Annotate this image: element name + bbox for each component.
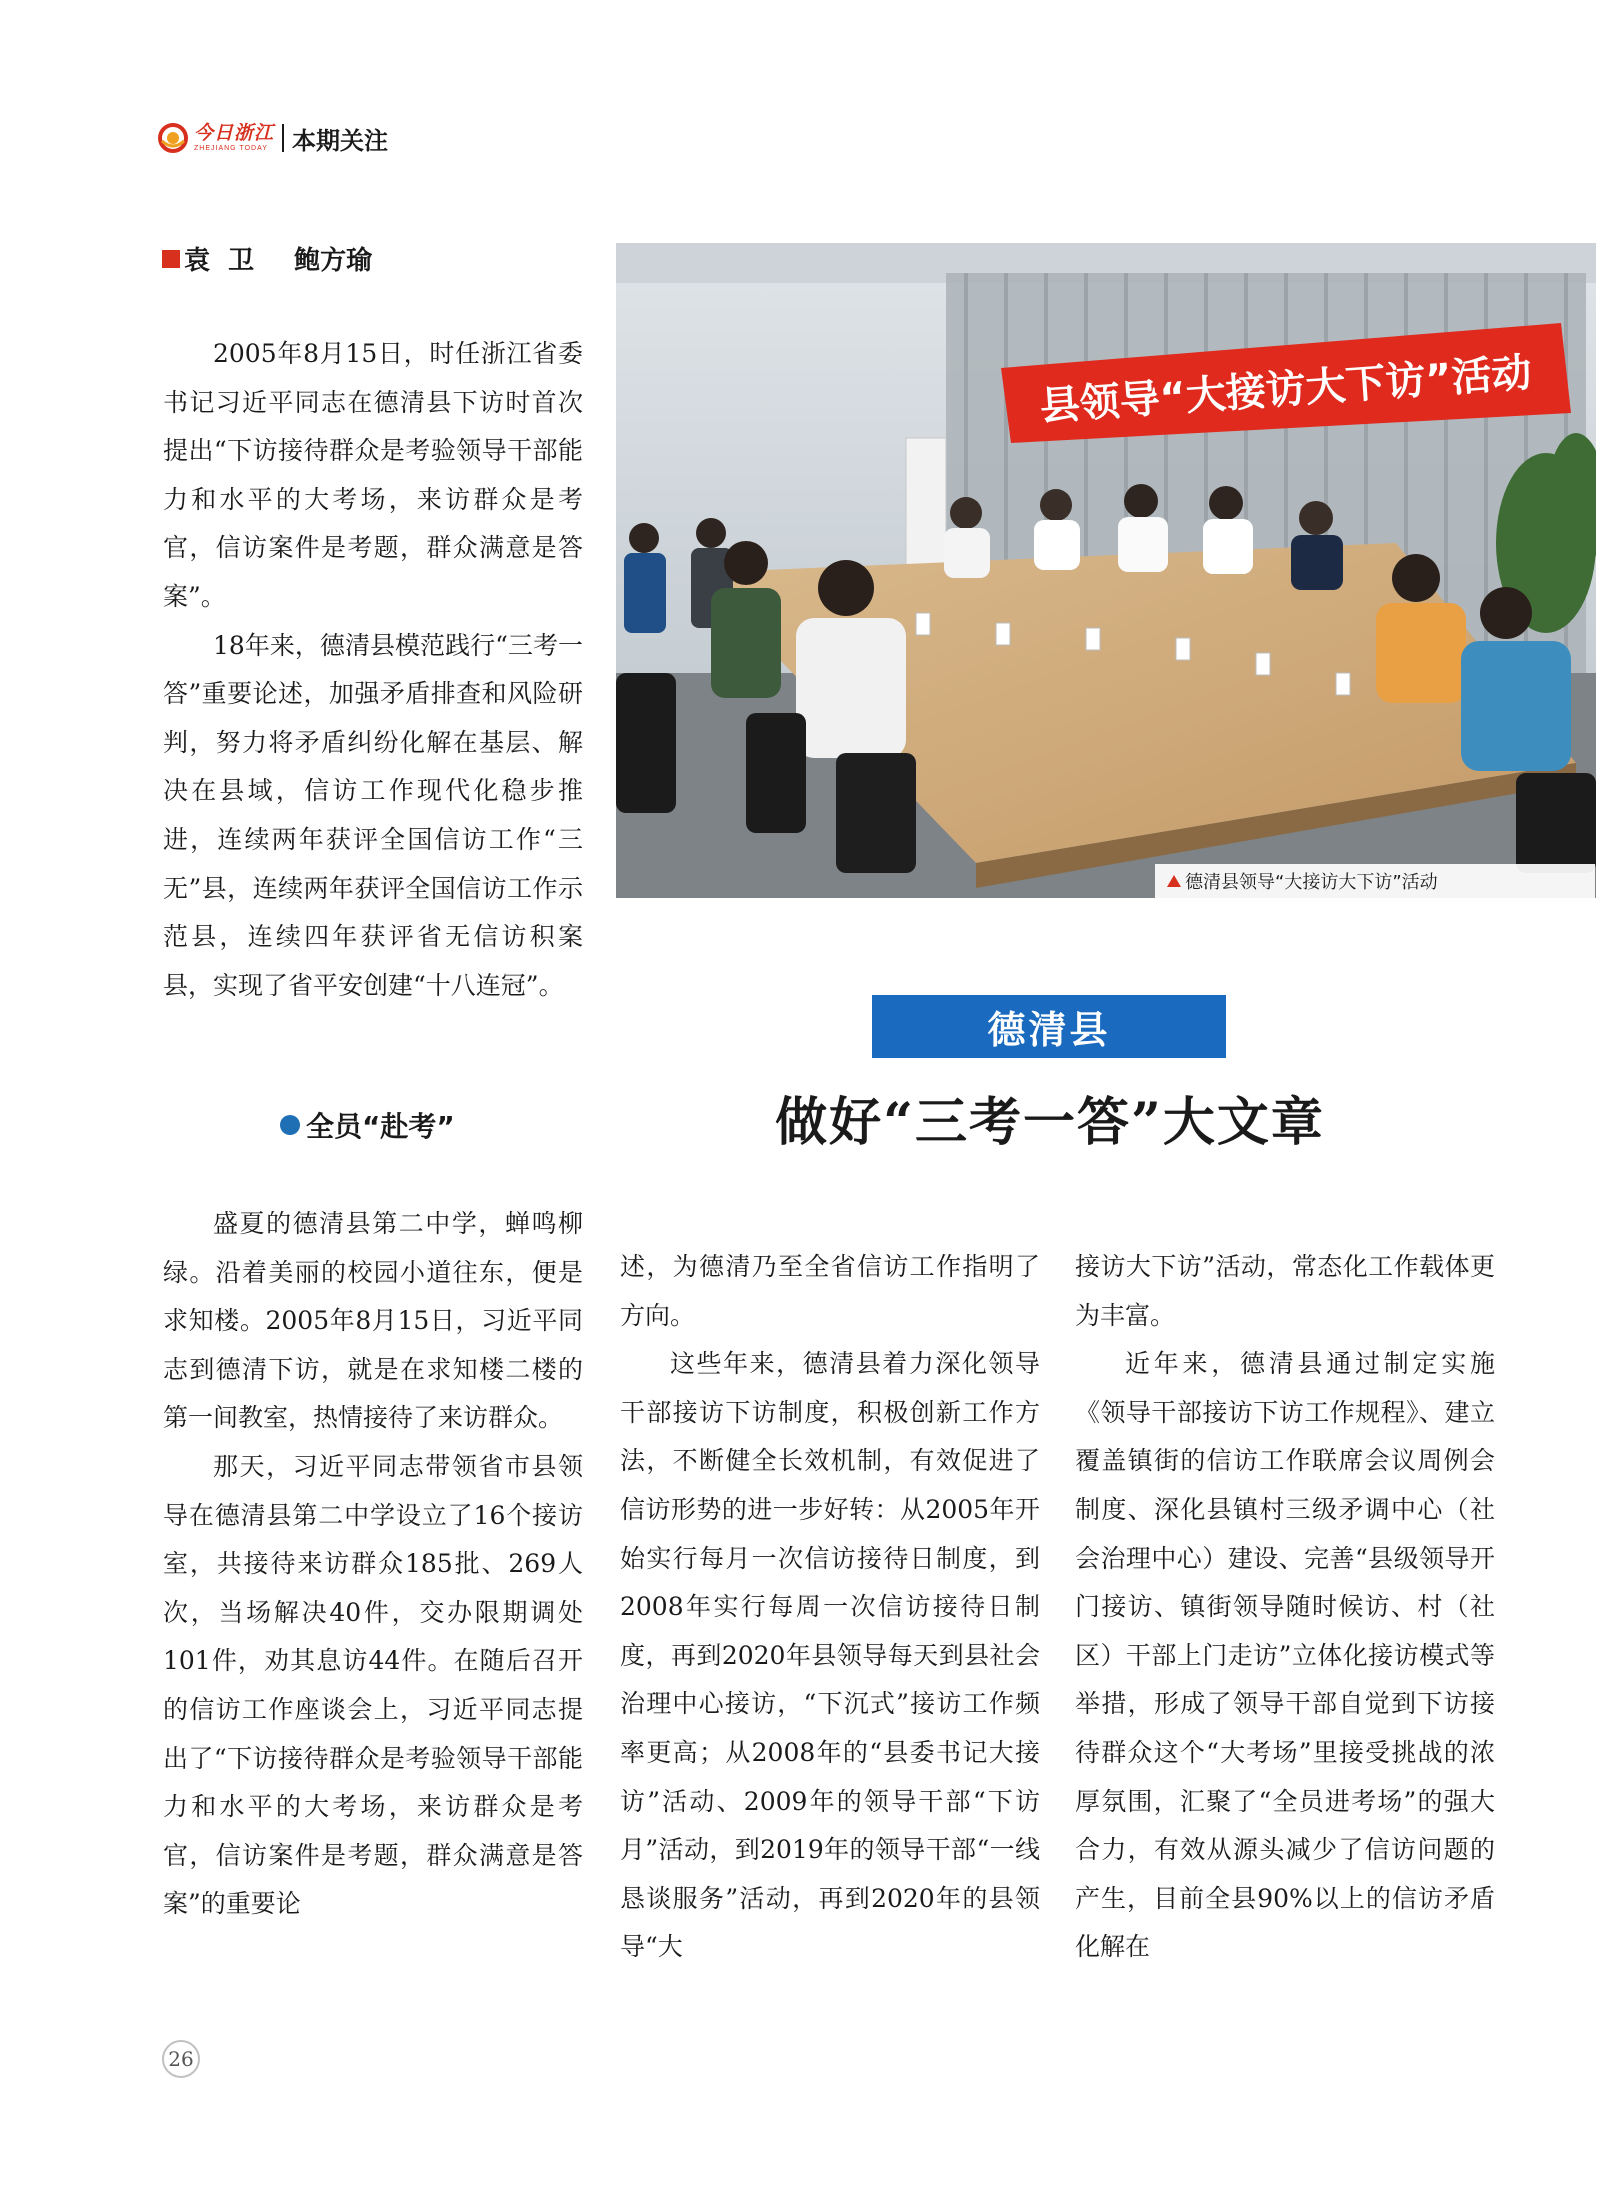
section-name: 本期关注 xyxy=(292,126,389,155)
body-paragraph: 这些年来，德清县着力深化领导干部接访下访制度，积极创新工作方法，不断健全长效机制，有效促进了信访形势的进一步好转：从2005年开始实行每月一次信访接待日制度，到2008年实行每周一次信访接待日制度，再到2020年县领导每天到县社会治理中心接访，“下沉式”接访工作频率更高；从2008年的“县委书记大接访”活动、2009年的领导干部“下访月”活动，到2019年的领导干部“一线恳谈服务”活动，再到2020年的县领导“大 xyxy=(620,1349,1040,1962)
byline xyxy=(162,240,372,277)
body-column-1 xyxy=(163,1200,583,1929)
title-label: 德清县 xyxy=(872,995,1226,1058)
subhead-text: 全员“赴考” xyxy=(306,1110,455,1143)
author-name: 袁 卫 xyxy=(184,246,255,276)
body-paragraph: 述，为德清乃至全省信访工作指明了方向。 xyxy=(620,1252,1040,1330)
caption-text: 德清县领导“大接访大下访”活动 xyxy=(1185,872,1438,893)
body-paragraph: 盛夏的德清县第二中学，蝉鸣柳绿。沿着美丽的校园小道往东，便是求知楼。2005年8月15日，习近平同志到德清下访，就是在求知楼二楼的第一间教室，热情接待了来访群众。 xyxy=(163,1209,583,1433)
page-header xyxy=(158,118,388,158)
red-square-icon xyxy=(162,250,180,268)
logo-english-text: ZHEJIANG TODAY xyxy=(194,145,268,152)
section-subhead xyxy=(280,1105,455,1145)
triangle-icon xyxy=(1167,875,1181,887)
author-name: 鲍方瑜 xyxy=(294,246,373,276)
body-paragraph: 近年来，德清县通过制定实施《领导干部接访下访工作规程》、建立覆盖镇街的信访工作联席会议周例会制度、深化县镇村三级矛调中心（社会治理中心）建设、完善“县级领导开门接访、镇街领导随时候访、村（社区）干部上门走访”立体化接访模式等举措，形成了领导干部自觉到下访接待群众这个“大考场”里接受挑战的浓厚氛围，汇聚了“全员进考场”的强大合力，有效从源头减少了信访问题的产生，目前全县90%以上的信访矛盾化解在 xyxy=(1075,1349,1495,1962)
banner-text: 县领导“大接访大下访”活动 xyxy=(1038,349,1534,431)
header-divider xyxy=(282,124,284,152)
blue-dot-icon xyxy=(280,1115,300,1135)
intro-column xyxy=(163,330,583,1010)
page-number: 26 xyxy=(162,2040,200,2078)
body-paragraph: 那天，习近平同志带领省市县领导在德清县第二中学设立了16个接访室，共接待来访群众185批、269人次，当场解决40件，交办限期调处101件，劝其息访44件。在随后召开的信访工作座谈会上，习近平同志提出了“下访接待群众是考验领导干部能力和水平的大考场，来访群众是考官，信访案件是考题，群众满意是答案”的重要论 xyxy=(163,1451,583,1919)
main-title: 做好“三考一答”大文章 xyxy=(775,1092,1325,1153)
body-column-2 xyxy=(620,1243,1040,1972)
logo-swirl-icon xyxy=(158,123,188,153)
magazine-logo xyxy=(158,123,274,153)
body-column-3 xyxy=(1075,1243,1495,1972)
photo-caption xyxy=(1155,864,1595,898)
body-paragraph: 接访大下访”活动，常态化工作载体更为丰富。 xyxy=(1075,1252,1495,1330)
intro-paragraph: 18年来，德清县模范践行“三考一答”重要论述，加强矛盾排查和风险研判，努力将矛盾纠纷化解在基层、解决在县域，信访工作现代化稳步推进，连续两年获评全国信访工作“三无”县，连续两年获评全国信访工作示范县，连续四年获评省无信访积案县，实现了省平安创建“十八连冠”。 xyxy=(163,630,583,1000)
intro-paragraph: 2005年8月15日，时任浙江省委书记习近平同志在德清县下访时首次提出“下访接待群众是考验领导干部能力和水平的大考场，来访群众是考官，信访案件是考题，群众满意是答案”。 xyxy=(163,339,583,611)
article-photo xyxy=(616,243,1596,898)
logo-chinese-text: 今日浙江 xyxy=(194,122,275,144)
